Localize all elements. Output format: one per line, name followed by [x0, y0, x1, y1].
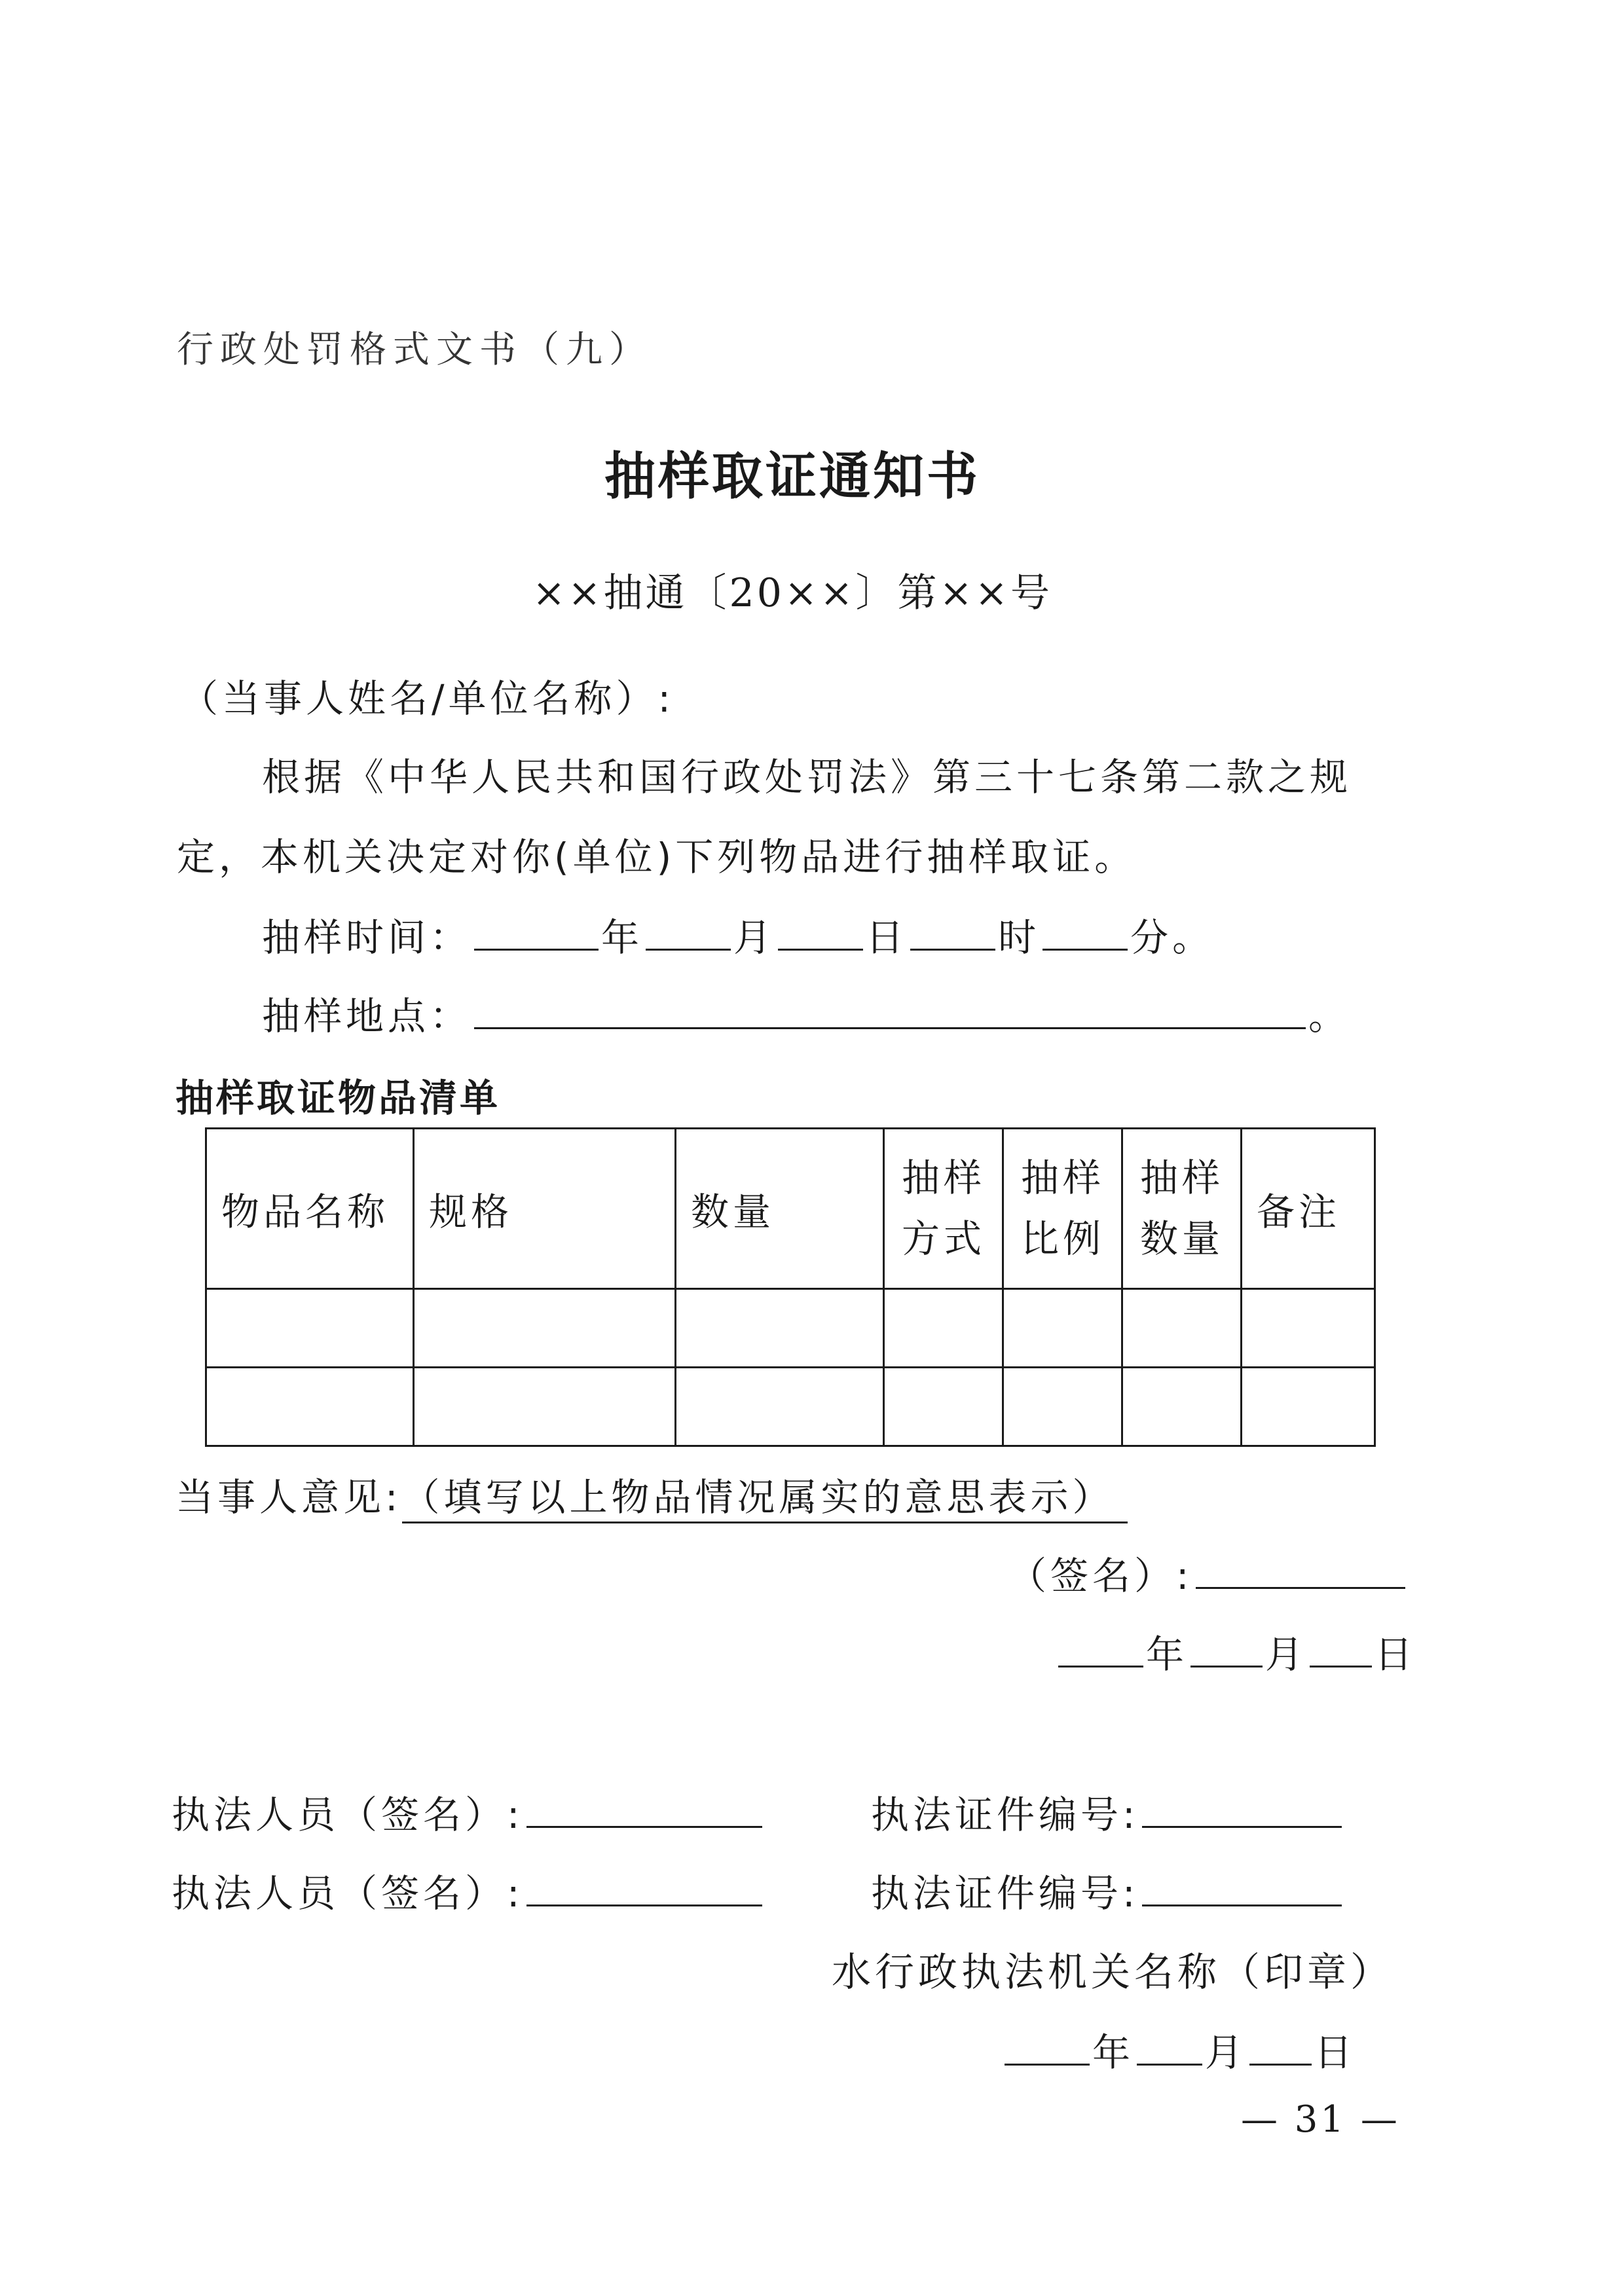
sampling-year-field[interactable]	[474, 911, 599, 951]
table-row	[206, 1368, 1375, 1446]
column-header: 数量	[676, 1129, 884, 1289]
table-cell[interactable]	[206, 1368, 414, 1446]
sampling-place-field[interactable]	[474, 989, 1306, 1029]
sampling-time-row	[262, 907, 1214, 962]
sampling-hour-label: 时	[998, 915, 1041, 960]
party-date-row	[1056, 1624, 1416, 1679]
table-cell[interactable]	[1003, 1289, 1122, 1368]
sampling-minute-field[interactable]	[1043, 911, 1128, 951]
agency-year-field[interactable]	[1005, 2026, 1090, 2066]
column-header: 规格	[414, 1129, 676, 1289]
table-cell[interactable]	[414, 1368, 676, 1446]
officer-signature-field[interactable]	[526, 1867, 762, 1906]
officer-cert-field[interactable]	[1142, 1867, 1342, 1906]
table-cell[interactable]	[1003, 1368, 1122, 1446]
sampling-day-label: 日	[866, 915, 908, 960]
column-header: 备注	[1242, 1129, 1375, 1289]
table-cell[interactable]	[1122, 1289, 1242, 1368]
agency-year-label: 年	[1092, 2030, 1135, 2075]
body-paragraph-line-1: 根据《中华人民共和国行政处罚法》第三十七条第二款之规	[262, 755, 1352, 799]
agency-day-label: 日	[1314, 2030, 1357, 2075]
table-cell[interactable]	[884, 1368, 1003, 1446]
table-cell[interactable]	[1122, 1368, 1242, 1446]
agency-day-field[interactable]	[1249, 2026, 1312, 2066]
column-header: 抽样方式	[884, 1129, 1003, 1289]
page-number: — 31 —	[1241, 2098, 1400, 2141]
sampling-month-label: 月	[733, 915, 776, 960]
body-paragraph-line-2: 定，本机关决定对你(单位)下列物品进行抽样取证。	[177, 835, 1137, 879]
column-header: 抽样比例	[1003, 1129, 1122, 1289]
sampling-month-field[interactable]	[646, 911, 731, 951]
table-cell[interactable]	[414, 1289, 676, 1368]
sampling-place-end: 。	[1308, 994, 1351, 1038]
party-year-field[interactable]	[1058, 1628, 1143, 1667]
party-signature-row	[1008, 1545, 1408, 1600]
officer-cert-row	[871, 1863, 1344, 1918]
table-cell[interactable]	[676, 1289, 884, 1368]
addressee-line: （当事人姓名/单位名称）:	[180, 676, 675, 721]
table-row	[206, 1289, 1375, 1368]
table-cell[interactable]	[1242, 1368, 1375, 1446]
party-opinion-field[interactable]: （填写以上物品情况属实的意思表示）	[402, 1467, 1128, 1523]
party-day-field[interactable]	[1310, 1628, 1372, 1667]
agency-month-field[interactable]	[1137, 2026, 1202, 2066]
party-signature-label: （签名）:	[1008, 1554, 1193, 1598]
party-month-field[interactable]	[1190, 1628, 1263, 1667]
officer-signature-label: 执法人员（签名）:	[172, 1871, 524, 1916]
agency-seal-label: 水行政执法机关名称（印章）	[832, 1950, 1393, 1995]
agency-month-label: 月	[1205, 2030, 1247, 2075]
sampling-year-label: 年	[601, 915, 644, 960]
officer-signature-row	[172, 1784, 765, 1839]
evidence-list-title: 抽样取证物品清单	[175, 1076, 501, 1120]
table-cell[interactable]	[676, 1368, 884, 1446]
officer-cert-label: 执法证件编号:	[871, 1871, 1139, 1916]
sampling-hour-field[interactable]	[910, 911, 995, 951]
party-opinion-row	[175, 1467, 1128, 1523]
sampling-time-label: 抽样时间：	[262, 915, 472, 960]
document-title: 抽样取证通知书	[604, 446, 980, 506]
document-type-label: 行政处罚格式文书（九）	[177, 329, 652, 371]
party-day-label: 日	[1375, 1632, 1417, 1677]
officer-cert-label: 执法证件编号:	[871, 1793, 1139, 1837]
evidence-table	[205, 1127, 1376, 1447]
sampling-day-field[interactable]	[778, 911, 863, 951]
party-year-label: 年	[1146, 1632, 1189, 1677]
sampling-minute-label: 分。	[1130, 915, 1215, 960]
party-month-label: 月	[1265, 1632, 1308, 1677]
agency-date-row	[1002, 2022, 1356, 2077]
party-signature-field[interactable]	[1196, 1549, 1405, 1589]
officer-cert-row	[871, 1784, 1344, 1839]
officer-signature-label: 执法人员（签名）:	[172, 1793, 524, 1837]
column-header: 物品名称	[206, 1129, 414, 1289]
sampling-place-label: 抽样地点：	[262, 994, 472, 1038]
table-cell[interactable]	[206, 1289, 414, 1368]
officer-cert-field[interactable]	[1142, 1788, 1342, 1828]
sampling-place-row	[262, 985, 1350, 1040]
officer-signature-field[interactable]	[526, 1788, 762, 1828]
document-number: ××抽通〔20××〕第××号	[532, 570, 1052, 616]
party-opinion-label: 当事人意见:	[175, 1475, 402, 1520]
column-header: 抽样数量	[1122, 1129, 1242, 1289]
table-header-row	[206, 1129, 1375, 1289]
officer-signature-row	[172, 1863, 765, 1918]
table-cell[interactable]	[884, 1289, 1003, 1368]
table-cell[interactable]	[1242, 1289, 1375, 1368]
